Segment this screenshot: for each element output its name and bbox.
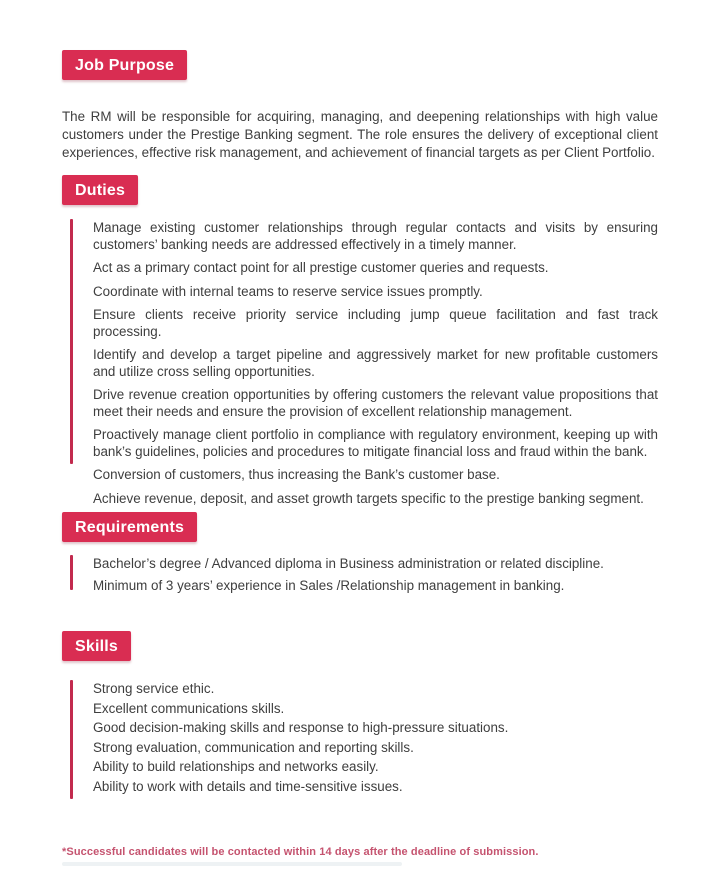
skill-item: Excellent communications skills. <box>93 700 285 716</box>
skill-item: Strong evaluation, communication and reporting skills. <box>93 739 414 755</box>
duty-item: Coordinate with internal teams to reserve service issues promptly. <box>93 283 483 299</box>
skills-list <box>62 681 658 798</box>
section-badge-skills: Skills <box>62 631 131 661</box>
duty-item: Identify and develop a target pipeline and aggressively market for new profitable customers and utilize cross selling opportunities. <box>93 347 658 379</box>
duty-item: Drive revenue creation opportunities by offering customers the relevant value propositions that meet their needs and ensure the provision of excellent relationship management. <box>93 387 658 419</box>
footnote-text: *Successful candidates will be contacted within 14 days after the deadline of submission. <box>62 846 539 858</box>
skill-item: Ability to build relationships and networks easily. <box>93 759 379 774</box>
duty-item: Achieve revenue, deposit, and asset growth targets specific to the prestige banking segment. <box>93 490 644 506</box>
duty-item: Proactively manage client portfolio in compliance with regulatory environment, keeping up with bank’s guidelines, policies and procedures to mitigate financial loss and fraud within the bank. <box>93 427 658 459</box>
requirement-item: Minimum of 3 years’ experience in Sales /Relationship management in banking. <box>93 577 565 593</box>
duty-item: Ensure clients receive priority service including jump queue facilitation and fast track processing. <box>93 307 658 339</box>
faint-artifact-line <box>62 862 402 866</box>
duty-item: Conversion of customers, thus increasing the Bank’s customer base. <box>93 467 500 482</box>
job-purpose-paragraph: The RM will be responsible for acquiring, managing, and deepening relationships with high value customers under the Prestige Banking segment. The role ensures the delivery of exceptional client experiences, effective risk management, and achievement of financial targets as per Client Portfolio. <box>62 109 658 160</box>
section-badge-requirements: Requirements <box>62 512 197 542</box>
duties-list <box>62 220 658 514</box>
duty-item: Manage existing customer relationships through regular contacts and visits by ensuring customers’ banking needs are addressed effectively in a timely manner. <box>93 220 658 252</box>
requirement-item: Bachelor’s degree / Advanced diploma in Business administration or related discipline. <box>93 556 604 571</box>
skill-item: Strong service ethic. <box>93 681 215 696</box>
duty-item: Act as a primary contact point for all prestige customer queries and requests. <box>93 260 549 275</box>
requirements-list <box>62 556 658 599</box>
section-badge-duties: Duties <box>62 175 138 205</box>
section-badge-job-purpose: Job Purpose <box>62 50 187 80</box>
skill-item: Good decision-making skills and response to high-pressure situations. <box>93 720 509 735</box>
skill-item: Ability to work with details and time-sensitive issues. <box>93 778 403 794</box>
